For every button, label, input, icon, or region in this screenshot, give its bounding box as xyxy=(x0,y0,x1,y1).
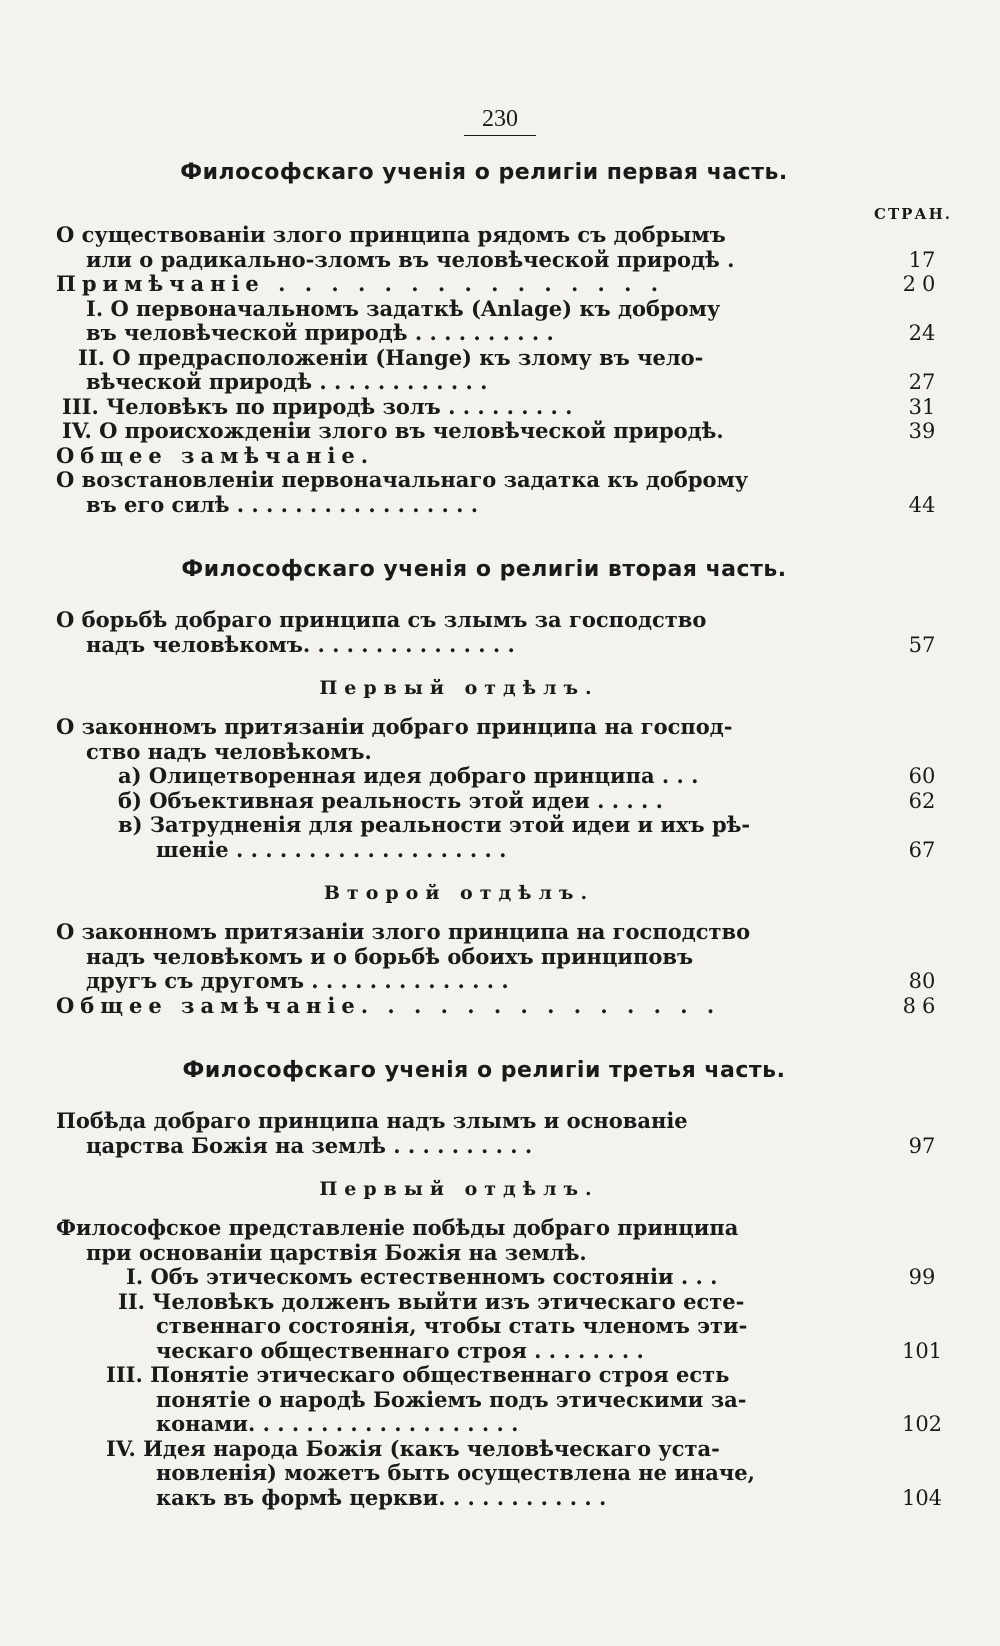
part-1-title: Философскаго ученія о религіи первая часть. xyxy=(180,160,788,185)
page-ref: 39 xyxy=(908,419,936,443)
toc-entry: I. О первоначальномъ задаткѣ (Anlage) къ доброму въ человѣческой природѣ . . . . . . . . . . 24 xyxy=(56,297,952,346)
page-ref: 62 xyxy=(908,788,936,813)
toc-entry: IV. Идея народа Божія (какъ человѣческаго уста- новленія) можетъ быть осуществлена не иначе, какъ въ формѣ церкви. . . . . . . . . . . . 104 xyxy=(56,1437,952,1511)
page-ref: 67 xyxy=(908,837,936,862)
section-heading: Первый отдѣлъ. xyxy=(319,677,599,699)
toc-entry: II. Человѣкъ долженъ выйти изъ этическаго есте- ственнаго состоянія, чтобы стать членомъ эти- ческаго общественнаго строя . . . . . . . . 101 xyxy=(56,1290,952,1364)
page-ref: 86 xyxy=(902,993,942,1018)
page-ref: 27 xyxy=(908,370,936,394)
toc-entry: Общее замѣчаніе. . . . . . . . . . . . . . 86 xyxy=(56,994,952,1019)
page-number: 230 xyxy=(0,106,1000,136)
toc-entry: Побѣда добраго принципа надъ злымъ и основаніе царства Божія на землѣ . . . . . . . . . . 97 xyxy=(56,1109,952,1158)
toc-entry: О возстановленіи первоначальнаго задатка къ доброму въ его силѣ . . . . . . . . . . . . . . . . . 44 xyxy=(56,468,952,517)
toc-entry: б) Объективная реальность этой идеи . . . . . 62 xyxy=(56,789,952,814)
toc-entry: III. Человѣкъ по природѣ золъ . . . . . . . . . 31 xyxy=(56,395,952,420)
toc-entry: О законномъ притязаніи добраго принципа на господ- ство надъ человѣкомъ. xyxy=(56,714,733,764)
page-column-label: СТРАН. xyxy=(874,205,952,223)
section-heading: Первый отдѣлъ. xyxy=(319,1178,599,1200)
page-ref: 60 xyxy=(908,764,936,788)
page-ref: 24 xyxy=(908,321,936,345)
section-heading: Второй отдѣлъ. xyxy=(323,882,595,904)
toc-entry: II. О предрасположеніи (Hange) къ злому въ чело- вѣческой природѣ . . . . . . . . . . . . 27 xyxy=(56,346,952,395)
toc-entry: в) Затрудненія для реальности этой идеи и ихъ рѣ- шеніе . . . . . . . . . . . . . . . . . . . 67 xyxy=(56,813,952,862)
page-ref: 20 xyxy=(902,272,942,296)
page-ref: 31 xyxy=(908,394,936,419)
page-ref: 104 xyxy=(901,1485,943,1510)
toc-entry: а) Олицетворенная идея добраго принципа . . . 60 xyxy=(56,764,952,789)
page-ref: 101 xyxy=(901,1338,943,1363)
toc-entry: О законномъ притязаніи злого принципа на господство надъ человѣкомъ и о борьбѣ обоихъ принциповъ другъ съ другомъ . . . . . . . . . . . . . . 80 xyxy=(56,920,952,994)
toc-entry: Примѣчаніе . . . . . . . . . . . . . . . 20 xyxy=(56,272,952,297)
part-3-title: Философскаго ученія о религіи третья часть. xyxy=(182,1058,786,1083)
page-ref: 17 xyxy=(908,247,936,272)
toc-entry: I. Объ этическомъ естественномъ состояніи . . . 99 xyxy=(56,1265,952,1290)
toc-entry: IV. О происхожденіи злого въ человѣческой природѣ. 39 xyxy=(56,419,952,444)
page-ref: 102 xyxy=(901,1412,943,1436)
page-ref: 99 xyxy=(908,1265,936,1289)
page-ref: 57 xyxy=(908,632,936,657)
toc-entry: Философское представленіе побѣды добраго принципа при основаніи царствія Божія на землѣ. xyxy=(56,1215,739,1265)
page-ref: 97 xyxy=(908,1133,936,1158)
table-of-contents xyxy=(56,160,952,1510)
toc-entry: Общее замѣчаніе. xyxy=(56,442,375,468)
toc-entry: О существованіи злого принципа рядомъ съ добрымъ или о радикально-зломъ въ человѣческой природѣ . 17 xyxy=(56,223,952,272)
part-2-title: Философскаго ученія о религіи вторая часть. xyxy=(181,557,787,582)
toc-entry: III. Понятіе этическаго общественнаго строя есть понятіе о народѣ Божіемъ подъ этическими за- конами. . . . . . . . . . . . . . . . . . . 102 xyxy=(56,1363,952,1437)
toc-entry: О борьбѣ добраго принципа съ злымъ за господство надъ человѣкомъ. . . . . . . . . . . . . . . 57 xyxy=(56,608,952,657)
page-ref: 80 xyxy=(908,969,936,993)
page-ref: 44 xyxy=(908,492,936,517)
